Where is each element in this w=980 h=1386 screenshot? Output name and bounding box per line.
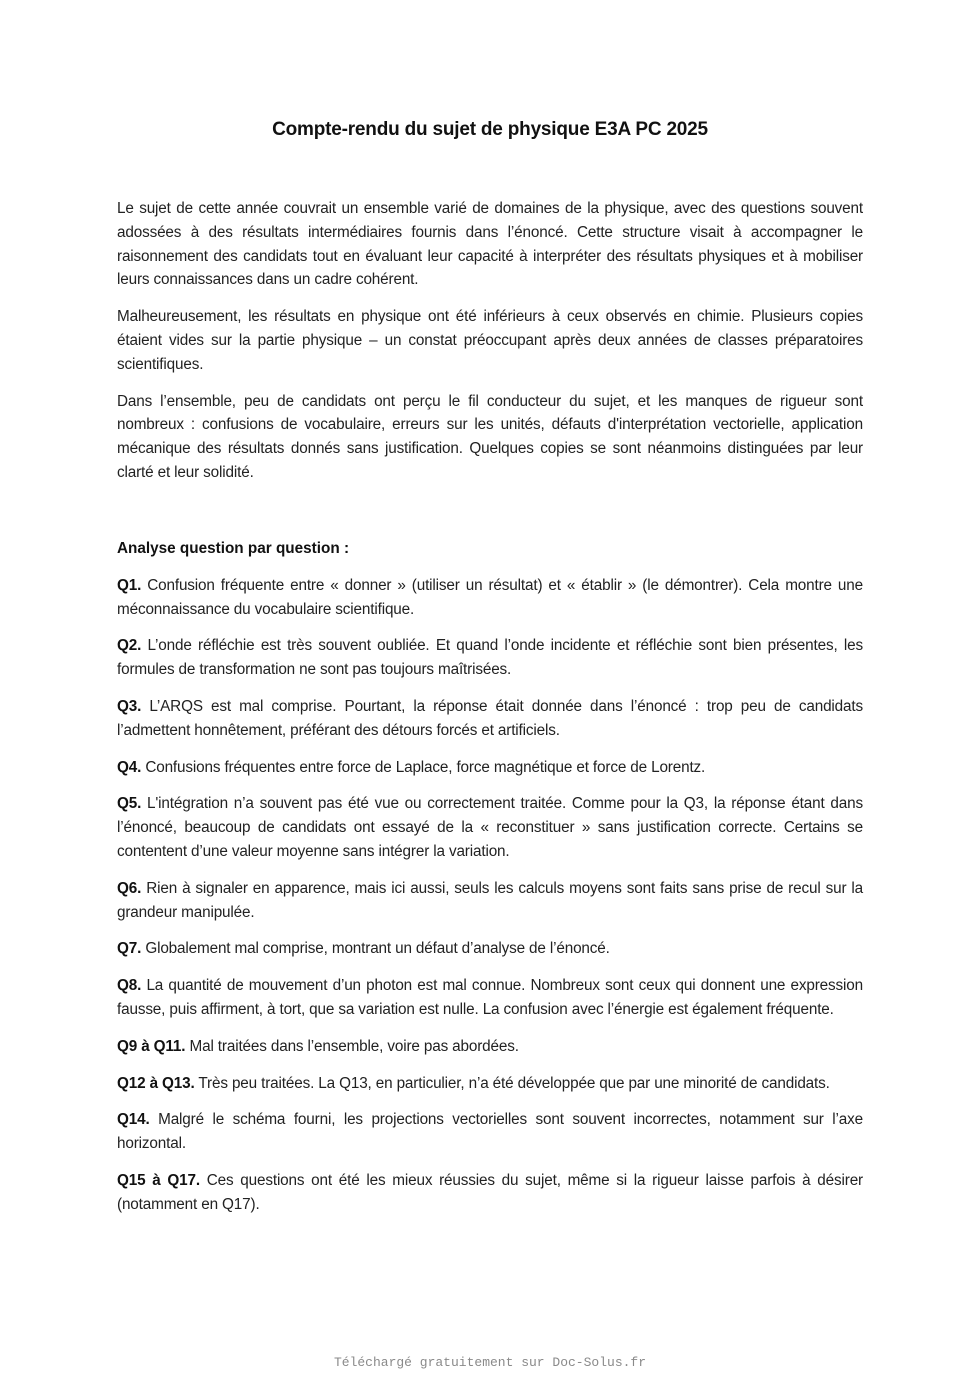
question-item: [117, 634, 863, 682]
question-label: Q4.: [117, 758, 142, 776]
question-item: [117, 877, 863, 925]
question-label: Q14.: [117, 1111, 150, 1129]
question-text: Rien à signaler en apparence, mais ici aussi, seuls les calculs moyens sont faits sans prise de recul sur la grandeur manipulée.: [117, 879, 863, 921]
question-label: Q15 à Q17.: [117, 1171, 200, 1189]
question-label: Q6.: [117, 879, 142, 897]
question-text: Malgré le schéma fourni, les projections vectorielles sont souvent incorrectes, notamment sur l’axe horizontal.: [117, 1111, 863, 1153]
question-label: Q5.: [117, 795, 142, 813]
question-label: Q12 à Q13.: [117, 1074, 195, 1092]
question-item: [117, 695, 863, 743]
document-title: Compte-rendu du sujet de physique E3A PC 2025: [272, 119, 708, 140]
question-item: [117, 1035, 863, 1059]
question-label: Q3.: [117, 697, 142, 715]
question-item: [117, 574, 863, 622]
question-text: L’ARQS est mal comprise. Pourtant, la réponse était donnée dans l’énoncé : trop peu de candidats l’admettent honnêtement, préférant des détours forcés et artificiels.: [117, 697, 863, 739]
intro-section: [117, 197, 863, 498]
question-label: Q1.: [117, 576, 142, 594]
question-text: L'intégration n’a souvent pas été vue ou correctement traitée. Comme pour la Q3, la réponse étant dans l’énoncé, beaucoup de candidats ont essayé de la « reconstituer » sans justification correcte. Certains se contentent d’une valeur moyenne sans intégrer la variation.: [117, 795, 863, 860]
question-item: [117, 1108, 863, 1156]
question-text: Confusion fréquente entre « donner » (utiliser un résultat) et « établir » (le démontrer). Cela montre une méconnaissance du vocabulaire scientifique.: [117, 576, 863, 618]
question-text: Ces questions ont été les mieux réussies du sujet, même si la rigueur laisse parfois à désirer (notamment en Q17).: [117, 1171, 863, 1213]
question-item: [117, 1169, 863, 1217]
question-text: Globalement mal comprise, montrant un défaut d’analyse de l’énoncé.: [141, 940, 610, 958]
question-text: Mal traitées dans l’ensemble, voire pas abordées.: [185, 1037, 519, 1055]
intro-paragraph: Le sujet de cette année couvrait un ensemble varié de domaines de la physique, avec des questions souvent adossées à des résultats intermédiaires fournis dans l’énoncé. Cette structure visait à accompagner le raisonnement des candidats tout en évaluant leur capacité à interpréter des résultats physiques et à mobiliser leurs connaissances dans un cadre cohérent.: [117, 200, 863, 289]
question-item: [117, 756, 863, 780]
intro-paragraph: Malheureusement, les résultats en physique ont été inférieurs à ceux observés en chimie. Plusieurs copies étaient vides sur la partie physique – un constat préoccupant après deux années de classes préparatoires scientifiques.: [117, 308, 863, 373]
question-text: Très peu traitées. La Q13, en particulier, n’a été développée que par une minorité de candidats.: [194, 1074, 830, 1092]
analysis-section: [117, 537, 863, 1230]
question-item: [117, 1072, 863, 1096]
question-item: [117, 937, 863, 961]
question-item: [117, 974, 863, 1022]
analysis-heading: Analyse question par question :: [117, 540, 350, 557]
question-item: [117, 792, 863, 863]
question-label: Q8.: [117, 977, 142, 995]
question-text: Confusions fréquentes entre force de Laplace, force magnétique et force de Lorentz.: [141, 758, 706, 776]
question-label: Q2.: [117, 637, 142, 655]
question-label: Q9 à Q11.: [117, 1037, 186, 1055]
intro-paragraph: Dans l’ensemble, peu de candidats ont perçu le fil conducteur du sujet, et les manques de rigueur sont nombreux : confusions de vocabulaire, erreurs sur les unités, défauts d'interprétation vectorielle, application mécanique des résultats donnés sans justification. Quelques copies se sont néanmoins distinguées par leur clarté et leur solidité.: [117, 392, 863, 481]
question-text: La quantité de mouvement d’un photon est mal connue. Nombreux sont ceux qui donnent une expression fausse, puis affirment, à tort, que sa variation est nulle. La confusion avec l’énergie est également fréquente.: [117, 977, 863, 1018]
question-label: Q7.: [117, 940, 142, 958]
question-text: L’onde réfléchie est très souvent oubliée. Et quand l’onde incidente et réfléchie sont bien présentes, les formules de transformation ne sont pas toujours maîtrisées.: [117, 637, 863, 679]
download-footer: Téléchargé gratuitement sur Doc-Solus.fr: [333, 1355, 647, 1370]
